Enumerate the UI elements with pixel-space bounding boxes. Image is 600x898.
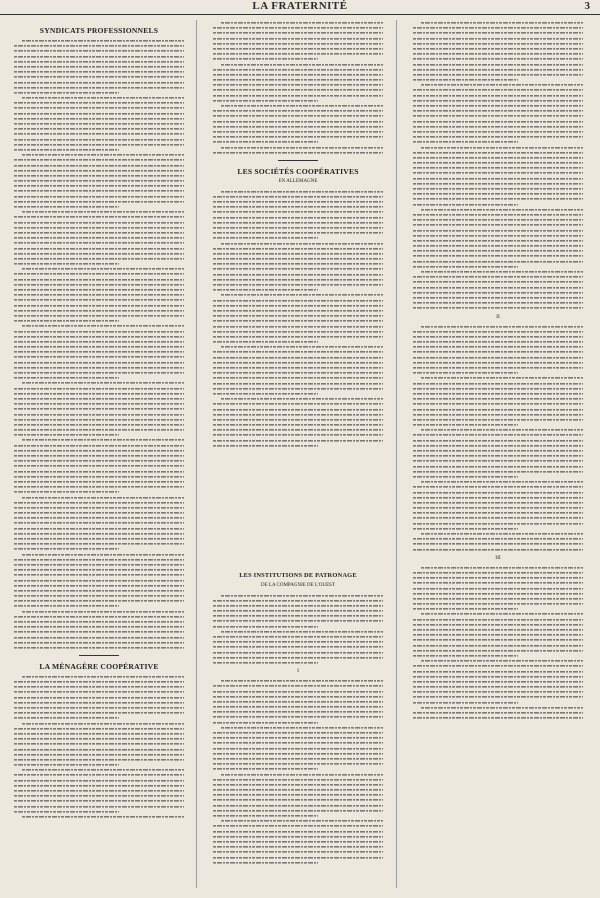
institutions-heading: LES INSTITUTIONS DE PATRONAGE xyxy=(239,572,357,579)
societes-subheading: EN ALLEMAGNE xyxy=(278,178,318,184)
text-line xyxy=(413,547,583,552)
text-line xyxy=(213,660,318,665)
societes-heading: LES SOCIÉTÉS COOPÉRATIVES xyxy=(237,166,359,176)
menagere-heading: LA MÉNAGÈRE COOPÉRATIVE xyxy=(39,661,159,671)
institutions-article xyxy=(213,566,383,888)
institutions-body-a xyxy=(213,593,383,666)
col3-body-c xyxy=(413,565,583,721)
divider xyxy=(79,655,119,656)
column-rule-1 xyxy=(196,20,197,888)
text-line xyxy=(413,305,583,310)
text-line xyxy=(213,150,383,155)
col3-body-a xyxy=(413,20,583,311)
roman-numeral-3: III xyxy=(495,554,501,561)
menagere-body xyxy=(14,674,184,819)
syndicats-heading: SYNDICATS PROFESSIONNELS xyxy=(39,26,159,35)
column-rule-2 xyxy=(396,20,397,888)
column-2 xyxy=(213,20,383,560)
text-line xyxy=(14,645,184,650)
divider xyxy=(278,160,318,161)
societes-body xyxy=(213,189,383,448)
syndicats-body xyxy=(14,38,184,650)
column-3 xyxy=(413,20,583,888)
newspaper-title: LA FRATERNITÉ xyxy=(252,0,348,12)
page-number: 3 xyxy=(584,0,590,12)
text-line xyxy=(22,814,184,819)
text-line xyxy=(213,860,318,865)
institutions-subheading: DE LA COMPAGNIE DE L'OUEST xyxy=(260,582,336,588)
col2-intro-body xyxy=(213,20,383,155)
roman-numeral-1: I xyxy=(297,668,299,675)
institutions-body-b xyxy=(213,678,383,865)
col3-body-b xyxy=(413,324,583,552)
column-1 xyxy=(14,20,184,888)
text-line xyxy=(213,443,318,448)
page-header xyxy=(0,0,600,15)
text-line xyxy=(413,715,583,720)
roman-numeral-2: II xyxy=(496,313,500,320)
